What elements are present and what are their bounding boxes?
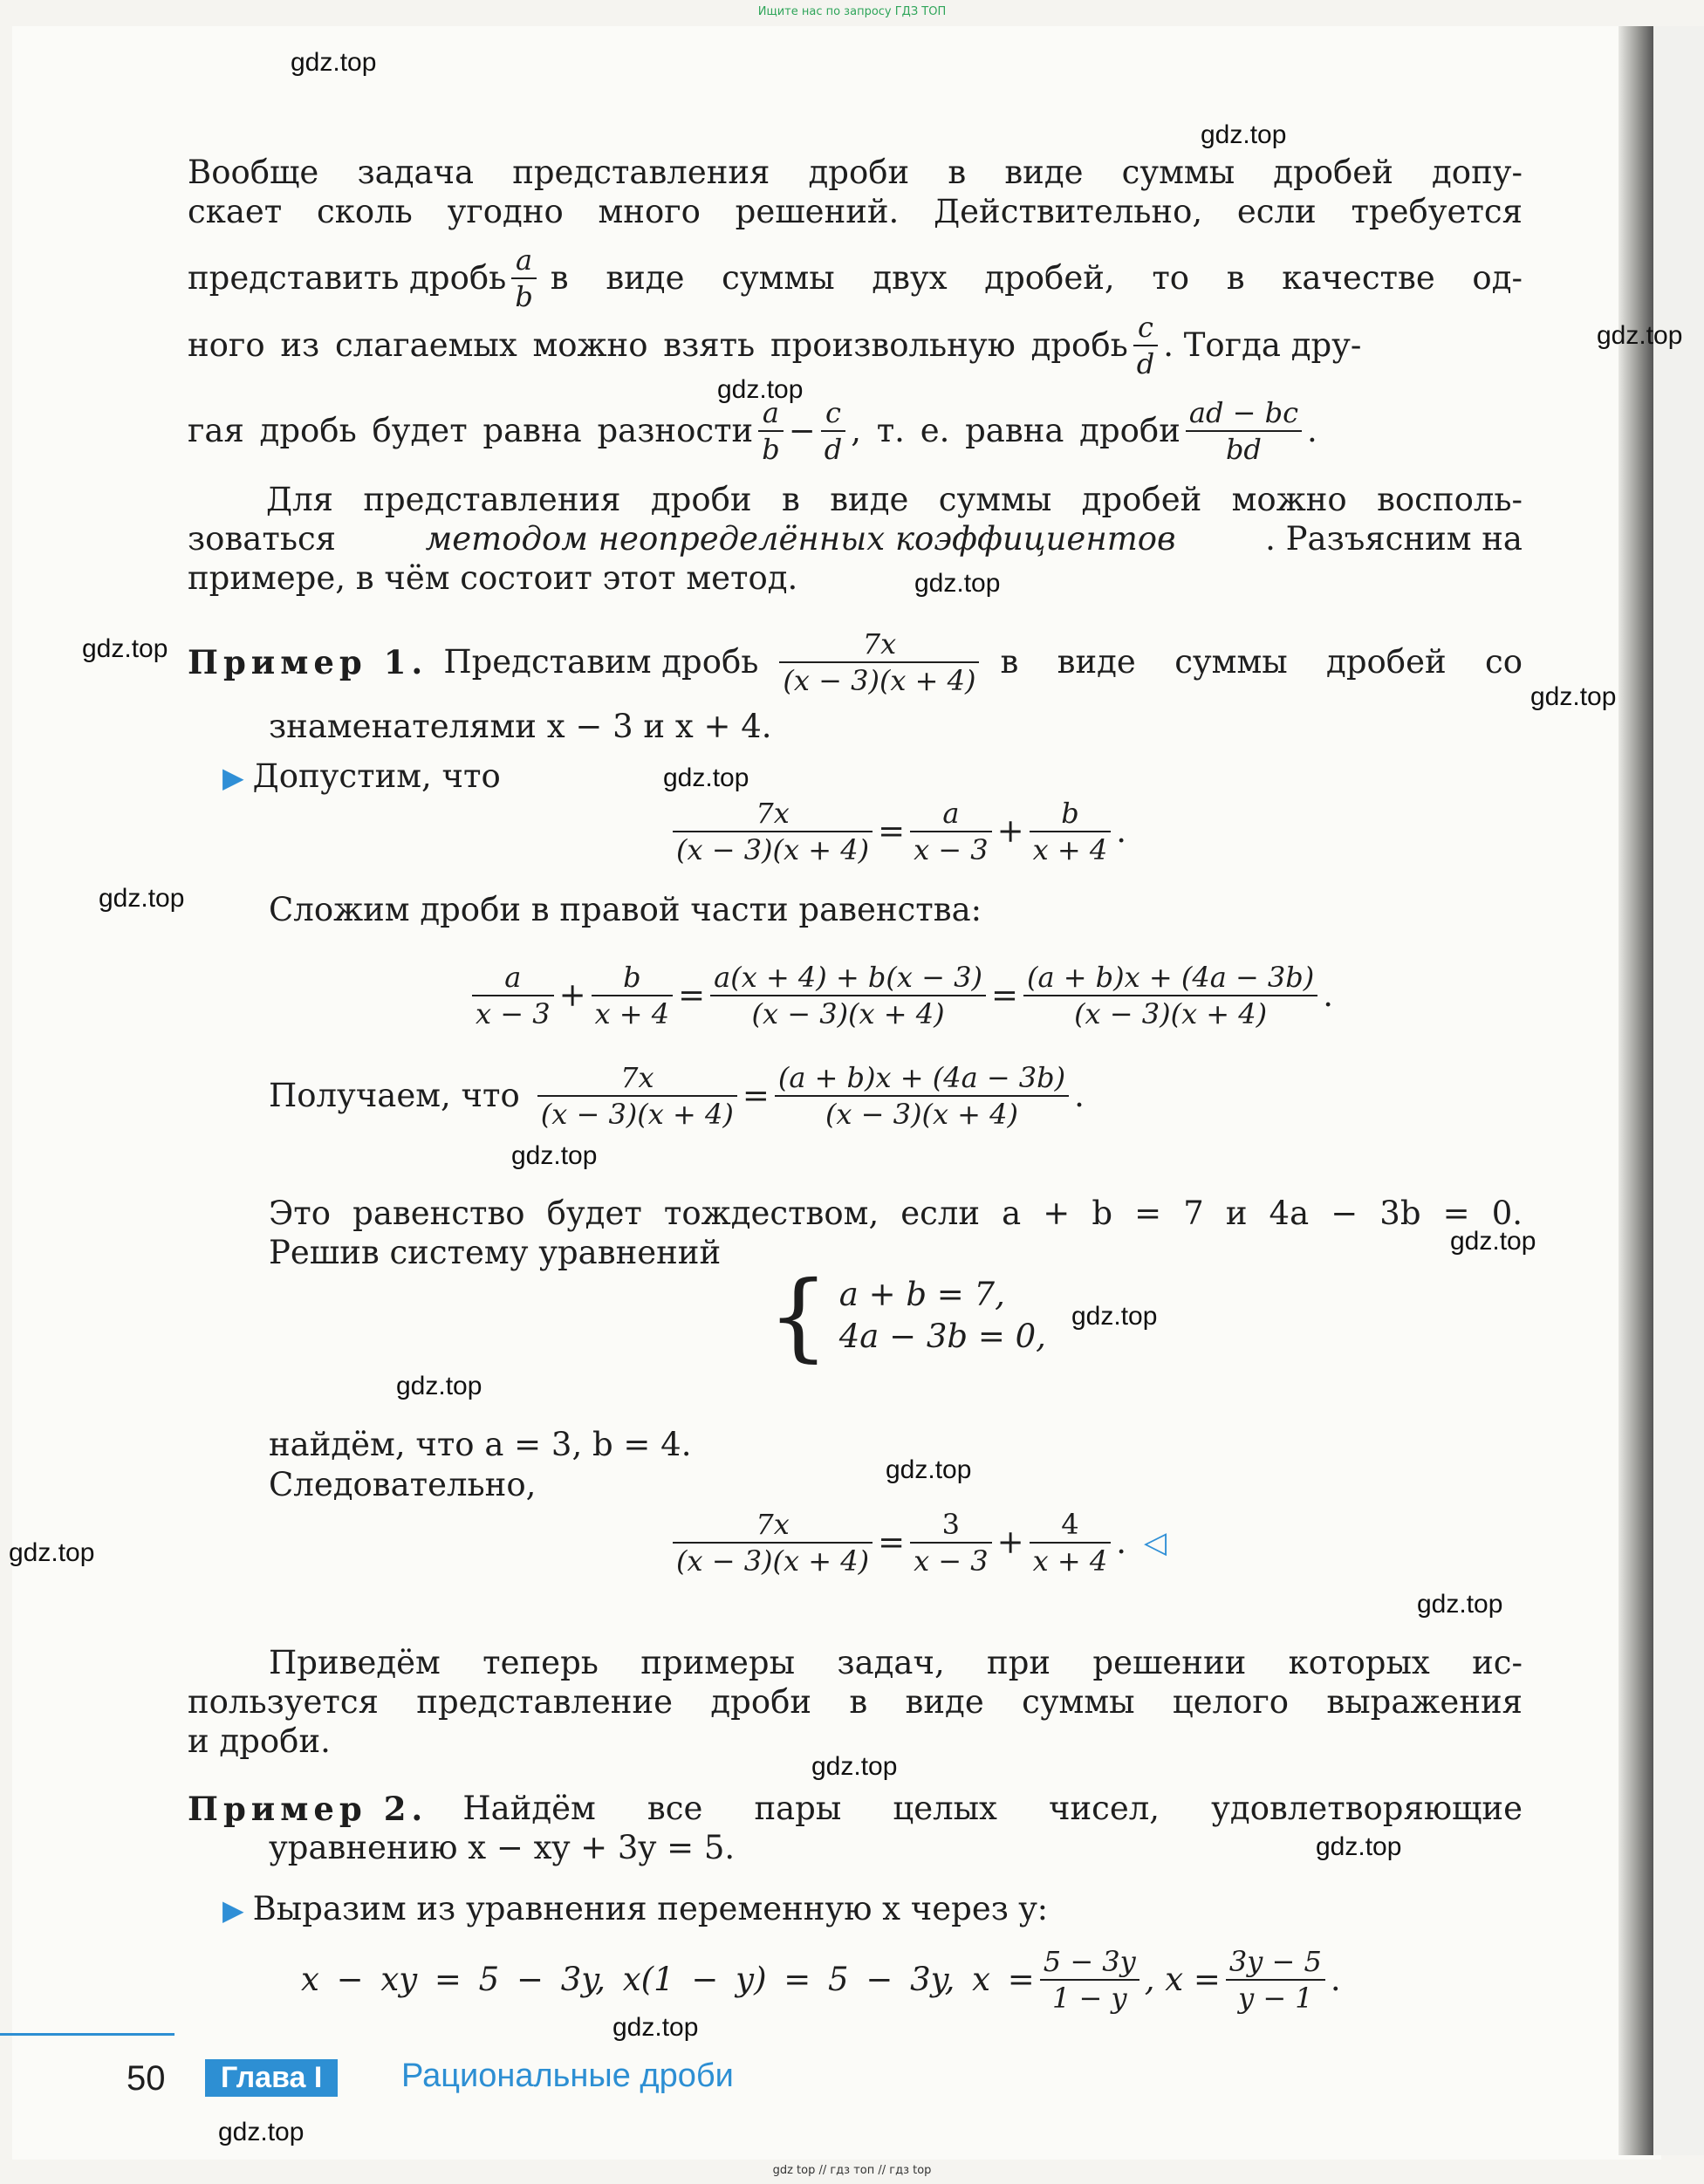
fraction-3-over-xm3: $\frac{3}{x - 3}$ xyxy=(910,1507,992,1578)
p1-line3 xyxy=(188,243,1523,314)
watermark: gdz.top xyxy=(886,1455,972,1484)
fraction-53y-over-1y: $\frac{5 - 3y}{1 - y}$ xyxy=(1040,1944,1139,2016)
example1-text2: в виде суммы дробей со xyxy=(1000,643,1523,681)
header-note: Ищите нас по запросу ГДЗ ТОП xyxy=(757,5,947,18)
example2-express xyxy=(222,1889,1048,1930)
p3-line3: и дроби. xyxy=(188,1722,331,1760)
p1-line4-text2: . Тогда дру- xyxy=(1163,326,1362,364)
watermark: gdz.top xyxy=(1530,682,1617,711)
p1-line3-text2: в виде суммы двух дробей, то в качестве од- xyxy=(550,259,1523,297)
p1-line5-text2: , т. е. равна дроби xyxy=(851,412,1180,449)
example2-label: Пример 2. xyxy=(188,1790,428,1828)
assume-text: Допустим, что xyxy=(252,757,501,795)
watermark: gdz.top xyxy=(1316,1832,1402,1861)
watermark: gdz.top xyxy=(396,1372,482,1400)
example2-text: Найдём все пары целых чисел, удовлетворяющие xyxy=(462,1790,1523,1827)
chapter-badge: Глава I xyxy=(205,2059,338,2097)
fraction-adbc-over-bd: $\frac{ad - bc}{bd}$ xyxy=(1186,395,1302,467)
example1-line2: знаменателями x − 3 и x + 4. xyxy=(269,708,772,745)
watermark: gdz.top xyxy=(1597,321,1683,350)
example1-label: Пример 1. xyxy=(188,643,428,681)
solve-text: Решив систему уравнений xyxy=(269,1234,722,1271)
fraction-3y5-over-y1: $\frac{3y - 5}{y - 1}$ xyxy=(1226,1944,1325,2016)
example1-line1 xyxy=(188,626,1523,698)
watermark: gdz.top xyxy=(1450,1227,1536,1256)
solution-start-icon: ▶ xyxy=(222,1893,244,1927)
page-number: 50 xyxy=(127,2059,166,2098)
equation-result: Получаем, что $\frac{7x}{(x - 3)(x + 4)}$ = $\frac{(a + b)x + (4a - 3b)}{(x - 3)(x + 4)}$ . xyxy=(269,1061,1085,1131)
example2-line2: уравнению x − xy + 3y = 5. xyxy=(269,1829,736,1866)
watermark: gdz.top xyxy=(1071,1302,1158,1331)
p1-line5-text: гая дробь будет равна разности xyxy=(188,412,754,449)
p1-line5 xyxy=(188,395,1523,467)
minus-sign: − xyxy=(788,412,816,449)
fraction-combined: $\frac{a(x + 4) + b(x - 3)}{(x - 3)(x + 4)}$ xyxy=(710,960,986,1031)
equation-sum: $\frac{a}{x - 3}$ + $\frac{b}{x + 4}$ = $\frac{a(x + 4) + b(x - 3)}{(x - 3)(x + 4)}$ = $\frac{(a + b)x + (4a - 3b)}{(x - 3)(x + 4)}$ . xyxy=(467,960,1333,1031)
p1-line4 xyxy=(188,310,1523,381)
p1-line1: Вообще задача представления дроби в виде суммы дробей допу- xyxy=(188,154,1523,191)
equation-system xyxy=(768,1260,1046,1372)
brace: { xyxy=(768,1260,829,1372)
example2-line1 xyxy=(188,1789,1523,1829)
p2-line2-text2: . Разъясним на xyxy=(1265,520,1523,558)
get-text: Получаем, что xyxy=(269,1077,520,1114)
p2-line2 xyxy=(188,519,1523,559)
fraction-b-over-xp4: $\frac{b}{x + 4}$ xyxy=(1030,796,1112,867)
example1-text: Представим дробь xyxy=(443,643,759,681)
watermark: gdz.top xyxy=(717,375,804,404)
fraction-c-over-d: $\frac{c}{d}$ xyxy=(821,395,845,467)
watermark: gdz.top xyxy=(82,634,168,663)
fraction-a-over-b: $\frac{a}{b}$ xyxy=(758,395,783,467)
watermark: gdz.top xyxy=(1201,120,1287,149)
p3-line1: Приведём теперь примеры задач, при решении которых ис- xyxy=(269,1644,1523,1681)
fraction-7x-over-product: $\frac{7x}{(x - 3)(x + 4)}$ xyxy=(673,796,873,867)
equation-express-x: x − xy = 5 − 3y, x(1 − y) = 5 − 3y, x = $\frac{5 - 3y}{1 - y}$ , x = $\frac{3y - 5}{y - 1}$ . xyxy=(301,1945,1341,2015)
fraction-a-over-b: $\frac{a}{b}$ xyxy=(511,243,536,314)
solution-start-icon: ▶ xyxy=(222,761,244,794)
identity-text: Это равенство будет тождеством, если a + b = 7 и 4a − 3b = 0. xyxy=(269,1195,1523,1232)
found-text: найдём, что a = 3, b = 4. xyxy=(269,1426,692,1463)
p2-line2-text: зоваться xyxy=(188,520,337,558)
watermark: gdz.top xyxy=(99,884,185,913)
equation-ansatz: $\frac{7x}{(x - 3)(x + 4)}$ = $\frac{a}{x - 3}$ + $\frac{b}{x + 4}$ . xyxy=(667,796,1126,867)
p2-line3: примере, в чём состоит этот метод. xyxy=(188,559,798,597)
hence-text: Следовательно, xyxy=(269,1466,537,1503)
watermark: gdz.top xyxy=(612,2013,699,2042)
watermark: gdz.top xyxy=(291,48,377,77)
p2-line1: Для представления дроби в виде суммы дробей можно восполь- xyxy=(266,481,1523,518)
example1-add: Сложим дроби в правой части равенства: xyxy=(269,891,982,928)
equation-chain: x − xy = 5 − 3y, x(1 − y) = 5 − 3y, x = xyxy=(301,1961,1035,1998)
footer-note: gdz top // гдз топ // гдз top xyxy=(772,2164,932,2177)
fraction-a-over-xm3: $\frac{a}{x - 3}$ xyxy=(472,960,554,1031)
p3-line2: пользуется представление дроби в виде суммы целого выражения xyxy=(188,1683,1523,1721)
watermark: gdz.top xyxy=(9,1538,95,1567)
fraction-b-over-xp4: $\frac{b}{x + 4}$ xyxy=(592,960,674,1031)
watermark: gdz.top xyxy=(811,1752,898,1781)
p1-line2: скает сколь угодно много решений. Действительно, если требуется xyxy=(188,193,1523,230)
p1-line3-text: представить дробь xyxy=(188,259,507,297)
watermark: gdz.top xyxy=(511,1141,598,1170)
fraction-7x-over-product: $\frac{7x}{(x - 3)(x + 4)}$ xyxy=(673,1507,873,1578)
p2-line2-italic: методом неопределённых коэффициентов xyxy=(425,520,1176,558)
fraction-4-over-xp4: $\frac{4}{x + 4}$ xyxy=(1030,1507,1112,1578)
watermark: gdz.top xyxy=(218,2118,305,2146)
fraction-grouped: $\frac{(a + b)x + (4a - 3b)}{(x - 3)(x + 4)}$ xyxy=(1023,960,1317,1031)
watermark: gdz.top xyxy=(1417,1590,1503,1619)
fraction-7x-over-product: $\frac{7x}{(x - 3)(x + 4)}$ xyxy=(537,1060,737,1132)
solution-end-icon: ◁ xyxy=(1143,1525,1167,1560)
period: . xyxy=(1306,412,1317,449)
equation-final: $\frac{7x}{(x - 3)(x + 4)}$ = $\frac{3}{x - 3}$ + $\frac{4}{x + 4}$ . ◁ xyxy=(667,1507,1167,1578)
example1-assume xyxy=(222,757,501,798)
watermark: gdz.top xyxy=(914,569,1001,598)
system-lines: a + b = 7, 4a − 3b = 0, xyxy=(838,1276,1046,1355)
fraction-c-over-d: $\frac{c}{d}$ xyxy=(1133,310,1158,381)
fraction-7x-over-product: $\frac{7x}{(x - 3)(x + 4)}$ xyxy=(779,626,979,698)
chapter-title: Рациональные дроби xyxy=(401,2057,734,2094)
watermark: gdz.top xyxy=(663,763,749,792)
express-text: Выразим из уравнения переменную x через y: xyxy=(252,1890,1049,1927)
equation-chain2: , x = xyxy=(1144,1961,1221,1998)
fraction-a-over-xm3: $\frac{a}{x - 3}$ xyxy=(910,796,992,867)
p1-line4-text: ного из слагаемых можно взять произвольную дробь xyxy=(188,326,1128,364)
fraction-grouped: $\frac{(a + b)x + (4a - 3b)}{(x - 3)(x + 4)}$ xyxy=(775,1060,1069,1132)
footer-rule xyxy=(0,2033,175,2036)
